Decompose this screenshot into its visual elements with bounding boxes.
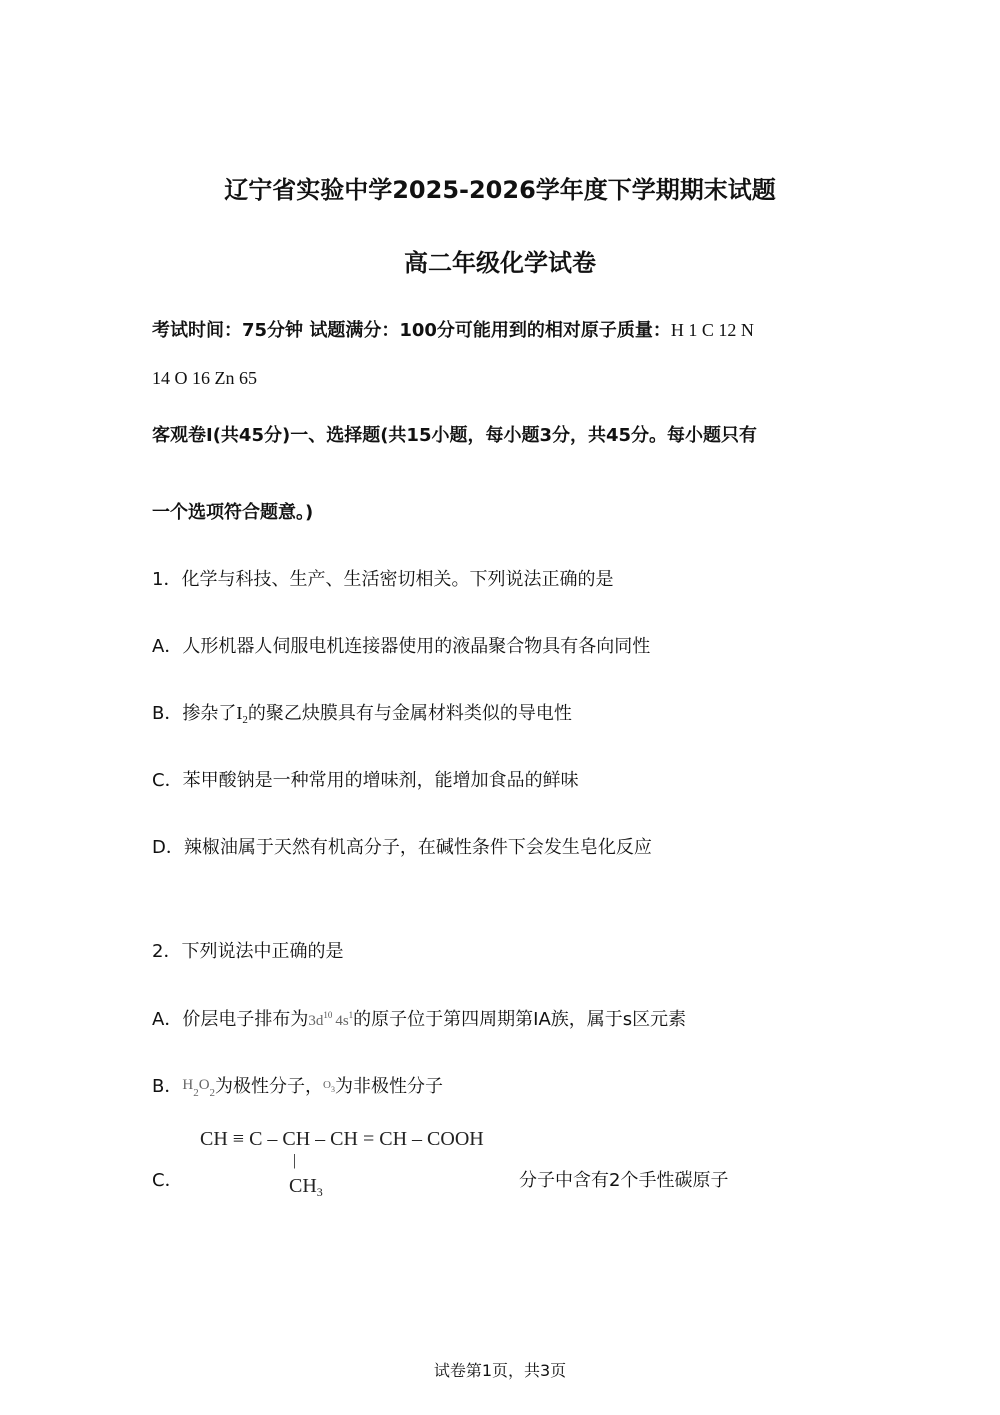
q1-option-b-post: 的聚乙炔膜具有与金属材料类似的导电性 <box>247 703 572 724</box>
q1-option-c: C．苯甲酸钠是一种常用的增味剂，能增加食品的鲜味 <box>152 770 579 791</box>
q1-option-a: A．人形机器人伺服电机连接器使用的液晶聚合物具有各向同性 <box>152 636 651 657</box>
q2-option-c-text: 分子中含有2个手性碳原子 <box>519 1170 729 1191</box>
q2-option-b <box>152 1072 443 1099</box>
orbital-3d-sup: 10 <box>323 1010 333 1020</box>
q1-stem: 1．化学与科技、生产、生活密切相关。下列说法正确的是 <box>152 569 614 590</box>
q2-option-a-post: 的原子位于第四周期第ⅠA族，属于s区元素 <box>353 1009 687 1030</box>
q2-stem: 2．下列说法中正确的是 <box>152 941 344 962</box>
q2-option-c-label: C． <box>152 1170 183 1191</box>
q2-option-b-mid: 为极性分子， <box>215 1076 324 1097</box>
q2-option-a <box>152 1005 686 1031</box>
exam-title: 辽宁省实验中学2025-2026学年度下学期期末试题 <box>224 176 776 204</box>
methyl-ch: CH <box>289 1175 317 1197</box>
structural-formula-branch <box>289 1175 323 1200</box>
exam-info-time-score: 考试时间：75分钟 试题满分：100分可能用到的相对原子质量： <box>152 320 671 341</box>
q2-option-b-label: B． <box>152 1076 183 1097</box>
exam-info-line1 <box>152 316 754 342</box>
page-footer: 试卷第1页，共3页 <box>433 1361 567 1380</box>
exam-subtitle: 高二年级化学试卷 <box>404 249 596 277</box>
q2-option-a-pre: A．价层电子排布为 <box>152 1009 309 1030</box>
iodine-subscript: 2 <box>242 714 248 726</box>
q2-option-b-post: 为非极性分子 <box>335 1076 443 1097</box>
section-heading-line1: 客观卷Ⅰ(共45分)一、选择题(共15小题，每小题3分，共45分。每小题只有 <box>152 425 758 446</box>
h2o2-o: O <box>198 1077 210 1093</box>
o3-o: O <box>323 1079 331 1091</box>
orbital-3d: 3d <box>308 1013 324 1029</box>
section-heading-line2: 一个选项符合题意。) <box>152 502 314 523</box>
iodine-symbol: I <box>236 703 243 723</box>
h2o2-h: H <box>182 1077 194 1093</box>
q1-option-d: D．辣椒油属于天然有机高分子，在碱性条件下会发生皂化反应 <box>152 837 652 858</box>
orbital-4s-sup: 1 <box>348 1010 354 1020</box>
exam-info-masses: H 1 C 12 N <box>670 320 754 340</box>
h2o2-o-sub: 2 <box>209 1087 216 1099</box>
orbital-4s: 4s <box>335 1013 349 1029</box>
exam-info-line2: 14 O 16 Zn 65 <box>152 368 257 388</box>
methyl-sub: 3 <box>316 1185 323 1199</box>
o3-sub: 3 <box>331 1085 335 1094</box>
q1-option-b <box>152 699 572 726</box>
structural-formula-main: CH ≡ C – CH – CH = CH – COOH <box>200 1128 484 1150</box>
structural-formula-bond: | <box>293 1152 297 1169</box>
h2o2-h-sub: 2 <box>193 1087 199 1099</box>
q1-option-b-pre: B．掺杂了 <box>152 703 237 724</box>
